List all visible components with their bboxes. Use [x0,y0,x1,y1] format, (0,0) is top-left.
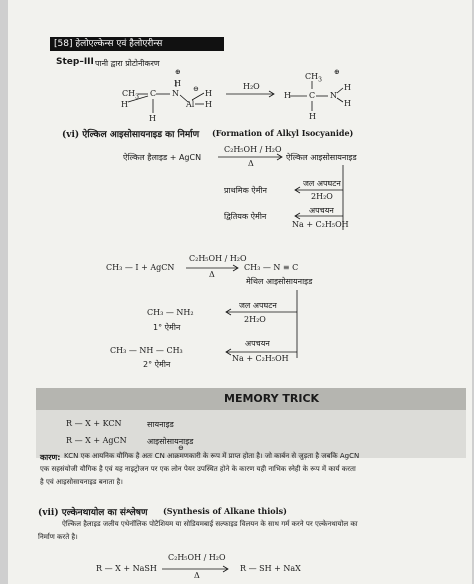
atom-al: Al [186,100,195,109]
memory-reason-label: कारण: [40,453,61,462]
atom-h: H [121,100,128,109]
atom-h: H [344,83,351,92]
hyd2-label: जल अपघटन [239,301,277,310]
section7-title-hi: (vii) एल्केनथायोल का संश्लेषण [38,508,148,518]
memory-r1-right: सायनाइड [147,420,174,429]
eq3-right: R — SH + NaX [240,564,301,573]
eq2-below: Δ [209,270,215,279]
atom-c: C [309,91,316,100]
step3-reagent: H₂O [243,82,260,91]
eq1-above: C₂H₅OH / H₂O [224,145,282,154]
atom-h: H [205,89,212,98]
section6-title-en: (Formation of Alkyl Isocyanide) [212,128,354,138]
product-ch3: $CH_3$ [305,72,322,84]
atom-ch3: $CH_3$ [122,89,139,101]
eq3-above: C₂H₅OH / H₂O [168,553,226,562]
eq1-below: Δ [248,159,254,168]
atom-n: N [330,91,337,100]
charge-plus: ⊕ [175,68,181,76]
atom-h: H [344,99,351,108]
memory-trick-title: MEMORY TRICK [224,392,320,405]
page-header: [58] हेलोएल्केन्स एवं हैलोएरीन्स [50,37,224,51]
section7-title-en: (Synthesis of Alkane thiols) [163,506,287,516]
eq2-above: C₂H₅OH / H₂O [189,254,247,263]
atom-n: N [172,89,179,98]
eq2-right-name: मेथिल आइसोसायनाइड [246,277,313,286]
eq2-left: CH₃ — I + AgCN [106,263,175,272]
memory-r1-left: R — X + KCN [66,419,122,428]
memory-r2-left: R — X + AgCN [66,436,127,445]
eq1-right: ऐल्किल आइसोसायनाइड [286,153,357,162]
step3-label: Step–III [56,57,94,67]
eq3-left: R — X + NaSH [96,564,157,573]
product-charge-plus: ⊕ [334,68,340,76]
red-reagent: Na + C₂H₅OH [292,220,349,229]
atom-h: H [284,91,291,100]
memory-reason-line1: KCN एक आयनिक यौगिक है अतः CN आक्रमणकारी के रूप में प्राप्त होता है। जो कार्बन से जुड़ता है जबकि AgCN [64,452,360,460]
red-label: अपचयन [309,206,334,215]
eq3-below: Δ [194,571,200,580]
step3-desc: पानी द्वारा प्रोटोनीकरण [95,59,160,68]
atom-c: C [150,89,157,98]
memory-reason-line3: है एवं आइसोसायनाइड बनाता है। [40,478,123,486]
atom-h: H [205,100,212,109]
hyd2-reagent: 2H₂O [244,315,266,324]
hyd2-product-name: 1° ऐमीन [153,323,181,332]
memory-reason-line2: एक सहसंयोजी यौगिक है एवं यह नाइट्रोजन पर एक लोन पेयर उपस्थित होने के कारण यही नाभिक स्नेही के रूप में कार्य करता [40,465,356,473]
memory-r2-right: आइसोसायनाइड [147,437,194,446]
atom-h: H [149,114,156,123]
section6-title-hi: (vi) ऐल्किल आइसोसायनाइड का निर्माण [62,130,200,140]
eq2-right: CH₃ — N ≡ C [244,263,299,272]
memory-cn-charge: ⊖ [178,444,184,452]
charge-minus: ⊖ [193,85,199,93]
atom-h: H [309,112,316,121]
red2-product-name: 2° ऐमीन [143,360,171,369]
hyd2-product: CH₃ — NH₂ [147,308,194,317]
red2-label: अपचयन [245,339,270,348]
red2-reagent: Na + C₂H₅OH [232,354,289,363]
eq1-left: ऐल्किल हैलाइड + AgCN [123,153,202,162]
hyd-label: जल अपघटन [303,179,341,188]
red2-product: CH₃ — NH — CH₃ [110,346,183,355]
atom-h: H [174,79,181,88]
red-product: द्वितियक ऐमीन [224,212,267,221]
section7-line2: निर्माण करते है। [38,533,78,541]
section7-line1: ऐल्किल हैलाइड जलीय एथेनॉलिक पोटैशियम या सोडियमबाई सल्फाइड विलयन के साथ गर्म करने पर एल्केनथायोल का [62,520,358,528]
hyd-product: प्राथमिक ऐमीन [224,186,267,195]
hyd-reagent: 2H₂O [311,192,333,201]
